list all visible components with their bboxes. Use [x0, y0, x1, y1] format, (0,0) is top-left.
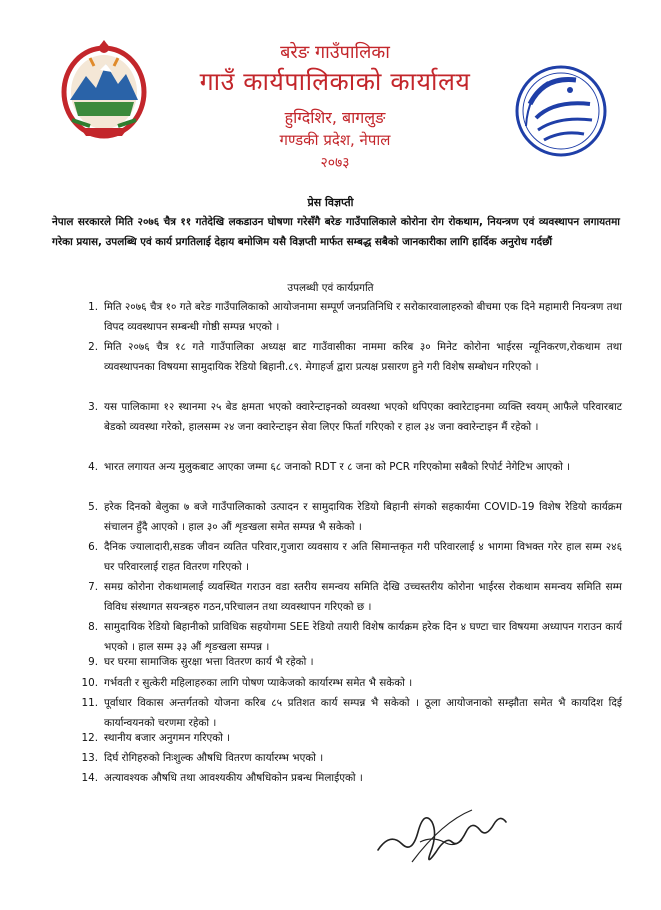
item-number: 5. — [88, 501, 98, 513]
item-number: 12. — [81, 732, 98, 744]
item-text: भारत लगायत अन्य मुलुकबाट आएका जम्मा ६८ जनाको RDT र ८ जना को PCR गरिएकोमा सबैको रिपोर्ट नेगेटिभ आएको । — [104, 461, 571, 473]
municipality-seal-icon — [514, 64, 608, 158]
item-number: 2. — [88, 341, 98, 353]
item-text: मिति २०७६ चैत्र १८ गते गाउँपालिका अध्यक्ष बाट गाउँवासीका नाममा करिब ३० मिनेट कोरोना भाईरस न्यूनिकरण,रोकथाम तथा व्यवस्थापनका विषयमा सामुदायिक रेडियो बिहानी.८९. मेगाहर्ज द्वारा प्रत्यक्ष प्रसारण हुने गरी विशेष सम्बोधन गरिएको । — [104, 341, 622, 373]
item-text: दैनिक ज्यालादारी,सडक जीवन व्यतित परिवार,गुजारा व्यवसाय र अति सिमान्तकृत गरी परिवारलाई ४ भागमा विभक्त गरेर हाल सम्म २४६ घर परिवारलाई राहत वितरण गरिएको । — [104, 541, 622, 573]
item-number: 8. — [88, 621, 98, 633]
item-text: मिति २०७६ चैत्र १० गते बरेङ गाउँपालिकाको आयोजनामा सम्पूर्ण जनप्रतिनिधि र सरोकारवालाहरुको बीचमा एक दिने महामारी नियन्त्रण तथा विपद व्यवस्थापन सम्बन्धी गोष्ठी सम्पन्न भएको । — [104, 301, 622, 333]
item-text: हरेक दिनको बेलुका ७ बजे गाउँपालिकाको उत्पादन र सामुदायिक रेडियो बिहानी संगको सहकार्यमा COVID-19 विशेष रेडियो कार्यक्रम संचालन हुँदै आएको । हाल ३० औं शृङखला समेत सम्पन्न भै सकेको । — [104, 501, 622, 533]
item-number: 1. — [88, 301, 98, 313]
item-text: पूर्वाधार विकास अन्तर्गतको योजना करिब ८५ प्रतिशत कार्य सम्पन्न भै सकेको । ठूला आयोजनाको सम्झौता समेत भै कायदिश दिई कार्यान्वयनको चरणमा रहेको । — [104, 697, 622, 729]
established-year: २०७३ — [320, 155, 350, 171]
item-text: अत्यावश्यक औषधि तथा आवश्यकीय औषधिकोन प्रबन्ध मिलाईएको । — [104, 772, 363, 784]
item-number: 9. — [88, 656, 98, 668]
item-text: यस पालिकामा १२ स्थानमा २५ बेड क्षमता भएको क्वारेन्टाइनको व्यवस्था भएको थपिएका क्वारेटाइनमा व्यक्ति स्वयम् आफैले परिवारबाट बेडको व्यवस्था गरेको, हालसम्म २४ जना क्वारेन्टाइन सेवा लिएर फिर्ता गरिएको र हाल ३४ जना क्वारेन्टाइन मैं रहेको । — [104, 401, 622, 433]
municipality-name: बरेङ गाउँपालिका — [280, 42, 390, 63]
intro-paragraph: नेपाल सरकारले मिति २०७६ चैत्र ११ गतेदेखि लकडाउन घोषणा गरेसँगै बरेङ गाउँपालिकाले कोरोना रोग रोकथाम, नियन्त्रण एवं व्यवस्थापन लगायतमा गरेका प्रयास, उपलब्धि एवं कार्य प्रगतिलाई देहाय बमोजिम यसै विज्ञप्ती मार्फत सम्बद्ध सबैको जानकारीका लागि हार्दिक अनुरोध गर्दछौं — [52, 216, 620, 248]
item-number: 10. — [81, 677, 98, 689]
item-text: स्थानीय बजार अनुगमन गरिएको । — [104, 732, 231, 744]
item-number: 4. — [88, 461, 98, 473]
item-number: 14. — [81, 772, 98, 784]
item-text: सामुदायिक रेडियो बिहानीको प्राविधिक सहयोगमा SEE रेडियो तयारी विशेष कार्यक्रम हरेक दिन ४ घण्टा चार विषयमा अध्यापन गराउन कार्य भएको । हाल सम्म ३३ औं शृङखला सम्पन्न । — [104, 621, 622, 653]
province-name: गण्डकी प्रदेश, नेपाल — [279, 131, 391, 149]
item-number: 6. — [88, 541, 98, 553]
item-number: 7. — [88, 581, 98, 593]
office-address: हुग्दिशिर, बागलुङ — [284, 108, 386, 127]
achievements-heading: उपलब्धी एवं कार्यप्रगति — [287, 282, 374, 294]
item-text: दिर्घ रोगिहरुको निःशुल्क औषधि वितरण कार्यारम्भ भएको । — [104, 752, 324, 764]
office-title: गाउँ कार्यपालिकाको कार्यालय — [199, 67, 471, 96]
item-text: गर्भवती र सुत्केरी महिलाहरुका लागि पोषण प्याकेजको कार्यारम्भ समेत भै सकेको । — [104, 677, 413, 689]
item-text: घर घरमा सामाजिक सुरक्षा भत्ता वितरण कार्य भै रहेको । — [104, 656, 314, 668]
item-text: समग्र कोरोना रोकथामलाई व्यवस्थित गराउन वडा स्तरीय समन्वय समिति देखि उच्चस्तरीय कोरोना भाईरस रोकथाम समन्वय समिति सम्म विविध संस्थागत सयन्त्रहरु गठन,परिचालन तथा व्यवस्थापन गरिएको छ । — [104, 581, 622, 613]
item-number: 3. — [88, 401, 98, 413]
nepal-emblem-icon — [60, 40, 148, 140]
handwritten-signature-icon — [372, 792, 512, 872]
item-number: 13. — [81, 752, 98, 764]
press-release-title: प्रेस विज्ञप्ती — [307, 196, 354, 209]
item-number: 11. — [81, 697, 98, 709]
